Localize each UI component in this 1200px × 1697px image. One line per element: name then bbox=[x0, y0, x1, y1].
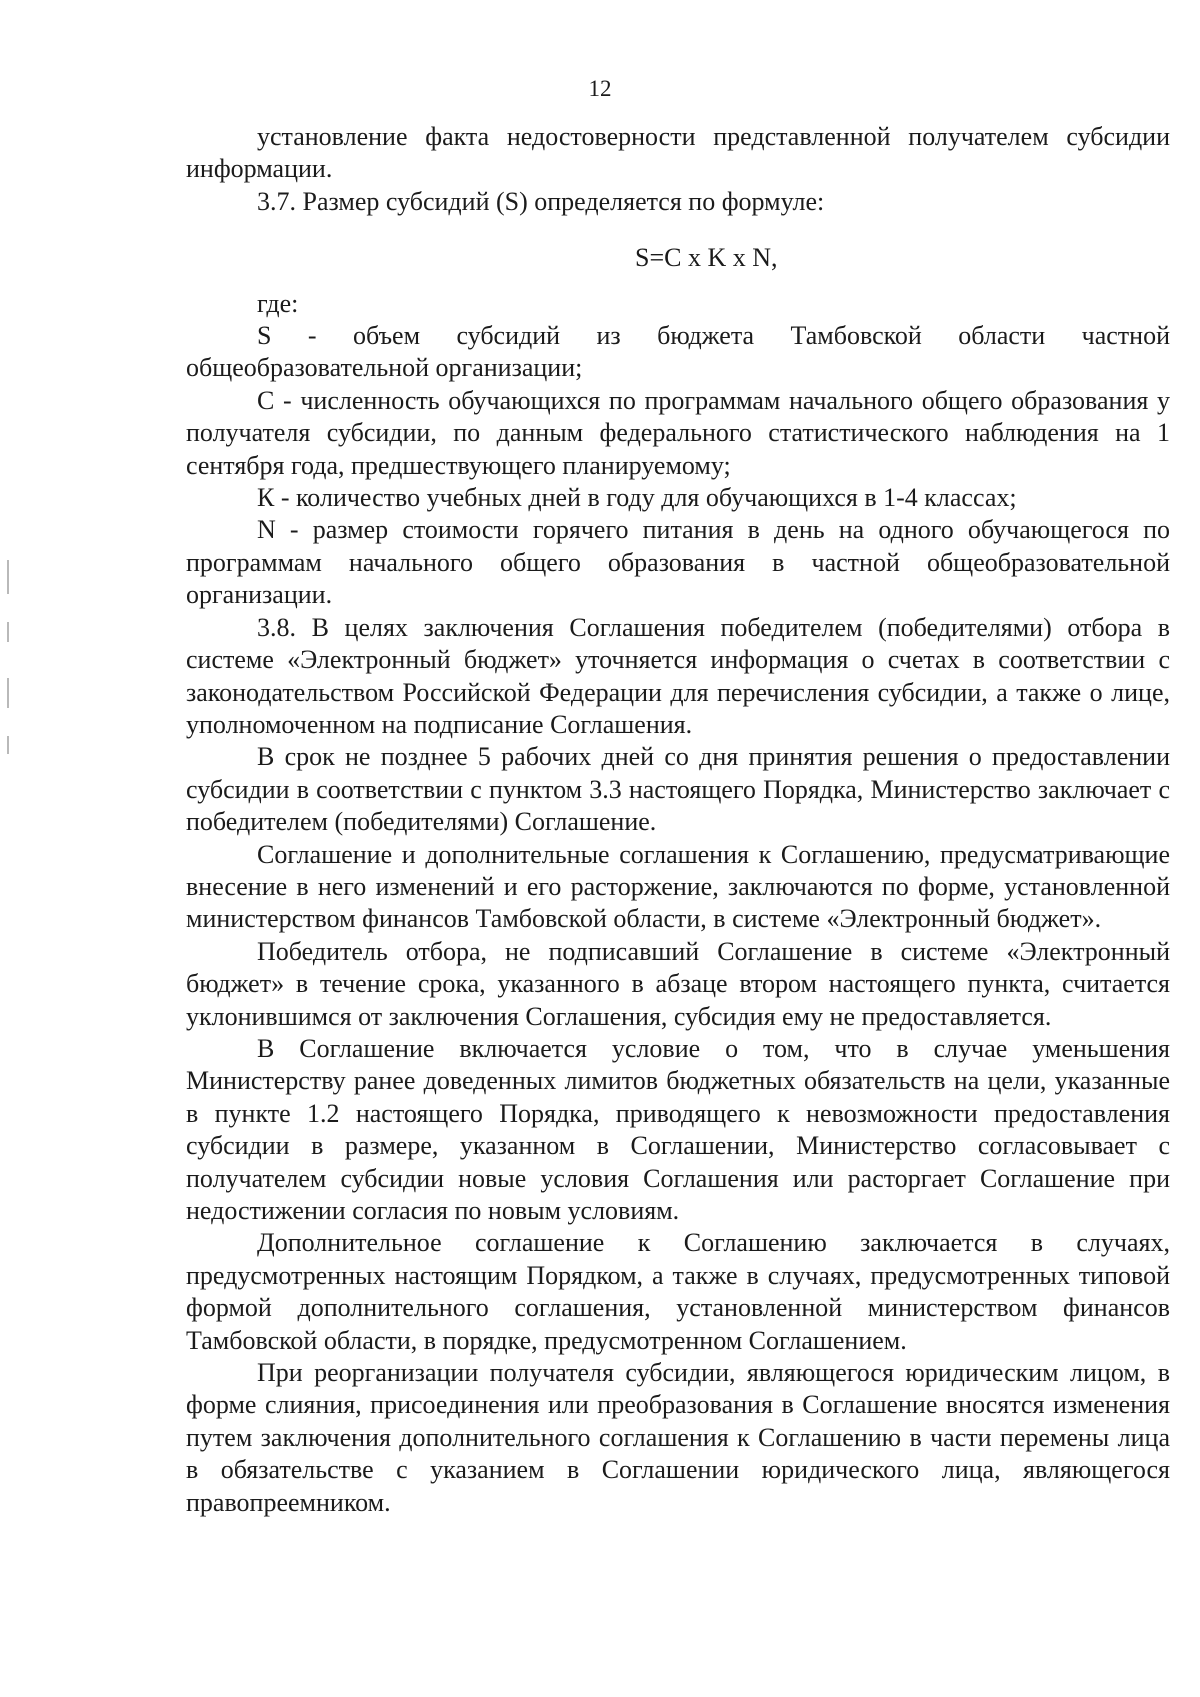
formula-where-label: где: bbox=[257, 288, 299, 318]
paragraph-winner-evasion: Победитель отбора, не подписавший Соглашение в системе «Электронный бюджет» в течение срока, указанного в абзаце втором настоящего пункта, считается уклонившимся от заключения Соглашения, субсидия ему не предоставляется. bbox=[186, 936, 1170, 1031]
paragraph-3-7: 3.7. Размер субсидий (S) определяется по формуле: bbox=[257, 186, 825, 216]
paragraph-additional-agreement: Дополнительное соглашение к Соглашению заключается в случаях, предусмотренных настоящим Порядком, а также в случаях, предусмотренных типовой формой дополнительного соглашения, установленной министерством финансов Тамбовской области, в порядке, предусмотренном Соглашением. bbox=[186, 1228, 1170, 1355]
definition-s: S - объем субсидий из бюджета Тамбовской области частной общеобразовательной организации; bbox=[186, 321, 1170, 383]
paragraph-limits-reduction: В Соглашение включается условие о том, что в случае уменьшения Министерству ранее доведенных лимитов бюджетных обязательств на цели, указанные в пункте 1.2 настоящего Порядка, приводящего к невозможности предоставления субсидии в размере, указанном в Соглашении, Министерство согласовывает с получателем субсидии новые условия Соглашения или расторгает Соглашение при недостижении согласия по новым условиям. bbox=[186, 1033, 1170, 1225]
definition-c: С - численность обучающихся по программам начального общего образования у получателя субсидии, по данным федерального статистического наблюдения на 1 сентября года, предшествующего планируемому; bbox=[186, 385, 1170, 480]
document-body bbox=[186, 121, 1170, 1519]
definition-n: N - размер стоимости горячего питания в день на одного обучающегося по программам начального общего образования в частной общеобразовательной организации. bbox=[186, 515, 1170, 610]
paragraph-agreement-form: Соглашение и дополнительные соглашения к Соглашению, предусматривающие внесение в него изменений и его расторжение, заключаются по форме, установленной министерством финансов Тамбовской области, в системе «Электронный бюджет». bbox=[186, 839, 1170, 934]
paragraph-continuation: установление факта недостоверности представленной получателем субсидии информации. bbox=[186, 122, 1170, 184]
definition-k: К - количество учебных дней в году для обучающихся в 1-4 классах; bbox=[257, 483, 1017, 513]
paragraph-deadline: В срок не позднее 5 рабочих дней со дня принятия решения о предоставлении субсидии в соответствии с пунктом 3.3 настоящего Порядка, Министерство заключает с победителем (победителями) Соглашение. bbox=[186, 742, 1170, 837]
formula: S=C x K x N, bbox=[635, 243, 778, 273]
page-number: 12 bbox=[588, 76, 612, 101]
paragraph-3-8: 3.8. В целях заключения Соглашения победителем (победителями) отбора в системе «Электронный бюджет» уточняется информация о счетах в соответствии с законодательством Российской Федерации для перечисления субсидии, а также о лице, уполномоченном на подписание Соглашения. bbox=[186, 612, 1170, 739]
binding-marks bbox=[7, 560, 9, 800]
paragraph-reorganization: При реорганизации получателя субсидии, являющегося юридическим лицом, в форме слияния, присоединения или преобразования в Соглашение вносятся изменения путем заключения дополнительного соглашения к Соглашению в части перемены лица в обязательстве с указанием в Соглашении юридического лица, являющегося правопреемником. bbox=[186, 1358, 1170, 1517]
